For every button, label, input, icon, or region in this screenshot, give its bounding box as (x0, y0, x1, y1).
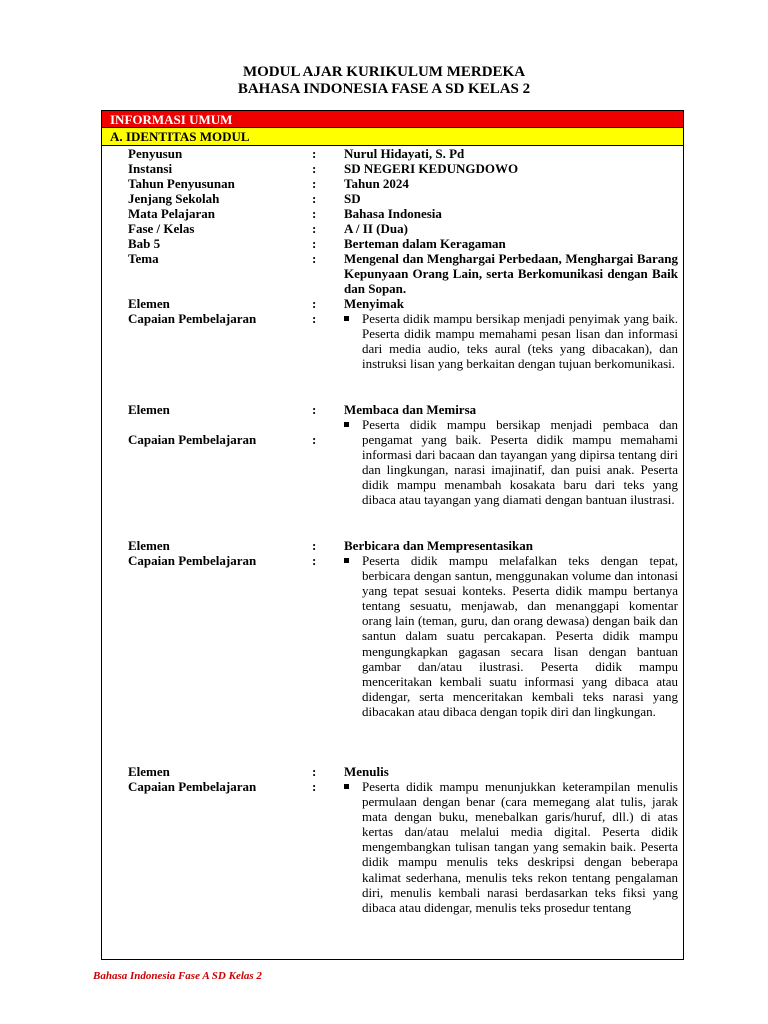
bullet-icon (344, 422, 349, 427)
label-elemen: Elemen (128, 402, 170, 417)
value-penyusun: Nurul Hidayati, S. Pd (344, 146, 465, 161)
label-capaian: Capaian Pembelajaran (128, 553, 257, 568)
value-elemen: Berbicara dan Mempresentasikan (344, 538, 533, 553)
value-bab: Berteman dalam Keragaman (344, 236, 506, 251)
capaian-text: Peserta didik mampu bersikap menjadi pembaca dan pengamat yang baik. Peserta didik mampu memahami informasi dari bacaan dan tayangan yang dipirsa tentang diri dan lingkungan, narasi imajinatif, dan puisi anak. Peserta didik mampu menambah kosakata baru dari teks yang dibaca atau tayangan yang diamati dengan bantuan ilustrasi. (362, 417, 678, 508)
colon: : (312, 311, 317, 326)
document-title-line1: MODUL AJAR KURIKULUM MERDEKA (242, 64, 526, 80)
colon: : (312, 146, 317, 161)
colon: : (312, 191, 317, 206)
bullet-icon (344, 316, 349, 321)
colon: : (312, 402, 317, 417)
value-tahun: Tahun 2024 (344, 176, 409, 191)
label-capaian: Capaian Pembelajaran (128, 311, 257, 326)
colon: : (312, 538, 317, 553)
capaian-list (344, 417, 678, 508)
capaian-text: Peserta didik mampu melafalkan teks dengan tepat, berbicara dengan santun, menggunakan volume dan intonasi yang tepat sesuai konteks. Peserta didik mampu bertanya tentang sesuatu, menjawab, dan menanggapi komentar orang lain (teman, guru, dan orang dewasa) dengan baik dan santun dalam suatu percakapan. Peserta didik mampu mengungkapkan gagasan secara lisan dengan bantuan gambar dan/atau ilustrasi. Peserta didik mampu menceritakan kembali suatu informasi yang dibaca atau didengar, serta menceritakan kembali teks narasi yang dibacakan atau dibaca dengan topik diri dan lingkungan. (362, 553, 678, 719)
colon: : (312, 553, 317, 568)
colon: : (312, 764, 317, 779)
bullet-icon (344, 784, 349, 789)
document-title-line2: BAHASA INDONESIA FASE A SD KELAS 2 (237, 81, 531, 97)
value-jenjang: SD (344, 191, 361, 206)
colon: : (312, 221, 317, 236)
label-bab: Bab 5 (128, 236, 161, 251)
label-capaian: Capaian Pembelajaran (128, 779, 257, 794)
label-jenjang: Jenjang Sekolah (128, 191, 220, 206)
colon: : (312, 206, 317, 221)
label-mapel: Mata Pelajaran (128, 206, 216, 221)
value-elemen: Membaca dan Memirsa (344, 402, 477, 417)
label-elemen: Elemen (128, 538, 170, 553)
colon: : (312, 161, 317, 176)
module-table (101, 110, 684, 960)
value-tema: Mengenal dan Menghargai Perbedaan, Menghargai Barang Kepunyaan Orang Lain, serta Berkomunikasi dengan Baik dan Sopan. (344, 251, 678, 296)
colon: : (312, 296, 317, 311)
value-elemen: Menyimak (344, 296, 404, 311)
label-capaian: Capaian Pembelajaran (128, 432, 257, 447)
capaian-text: Peserta didik mampu menunjukkan keterampilan menulis permulaan dengan benar (cara memegang alat tulis, jarak mata dengan buku, menebalkan garis/huruf, dll.) di atas kertas dan/atau melalui media digital. Peserta didik mengembangkan tulisan tangan yang semakin baik. Peserta didik mampu menulis teks deskripsi dengan beberapa kalimat sederhana, menulis teks rekon tentang pengalaman diri, menulis kembali narasi berdasarkan teks fiksi yang dibaca atau didengar, menulis teks prosedur tentang (362, 779, 678, 915)
label-elemen: Elemen (128, 296, 170, 311)
colon: : (312, 176, 317, 191)
value-instansi: SD NEGERI KEDUNGDOWO (344, 161, 519, 176)
colon: : (312, 432, 317, 447)
label-fase: Fase / Kelas (128, 221, 195, 236)
value-elemen: Menulis (344, 764, 389, 779)
colon: : (312, 779, 317, 794)
label-penyusun: Penyusun (128, 146, 183, 161)
capaian-list (344, 311, 678, 371)
capaian-text: Peserta didik mampu bersikap menjadi penyimak yang baik. Peserta didik mampu memahami pesan lisan dan informasi dari media audio, teks aural (teks yang dibacakan), dan instruksi lisan yang berkaitan dengan tujuan berkomunikasi. (362, 311, 678, 372)
value-mapel: Bahasa Indonesia (344, 206, 442, 221)
value-fase: A / II (Dua) (344, 221, 408, 236)
label-instansi: Instansi (128, 161, 173, 176)
capaian-list (344, 779, 678, 915)
colon: : (312, 251, 317, 266)
section-header-identitas-modul: A. IDENTITAS MODUL (102, 128, 683, 146)
section-header-informasi-umum: INFORMASI UMUM (102, 111, 683, 128)
label-elemen: Elemen (128, 764, 170, 779)
bullet-icon (344, 558, 349, 563)
capaian-list (344, 553, 678, 719)
page-footer: Bahasa Indonesia Fase A SD Kelas 2 (93, 970, 262, 982)
colon: : (312, 236, 317, 251)
label-tahun: Tahun Penyusunan (128, 176, 235, 191)
label-tema: Tema (128, 251, 159, 266)
